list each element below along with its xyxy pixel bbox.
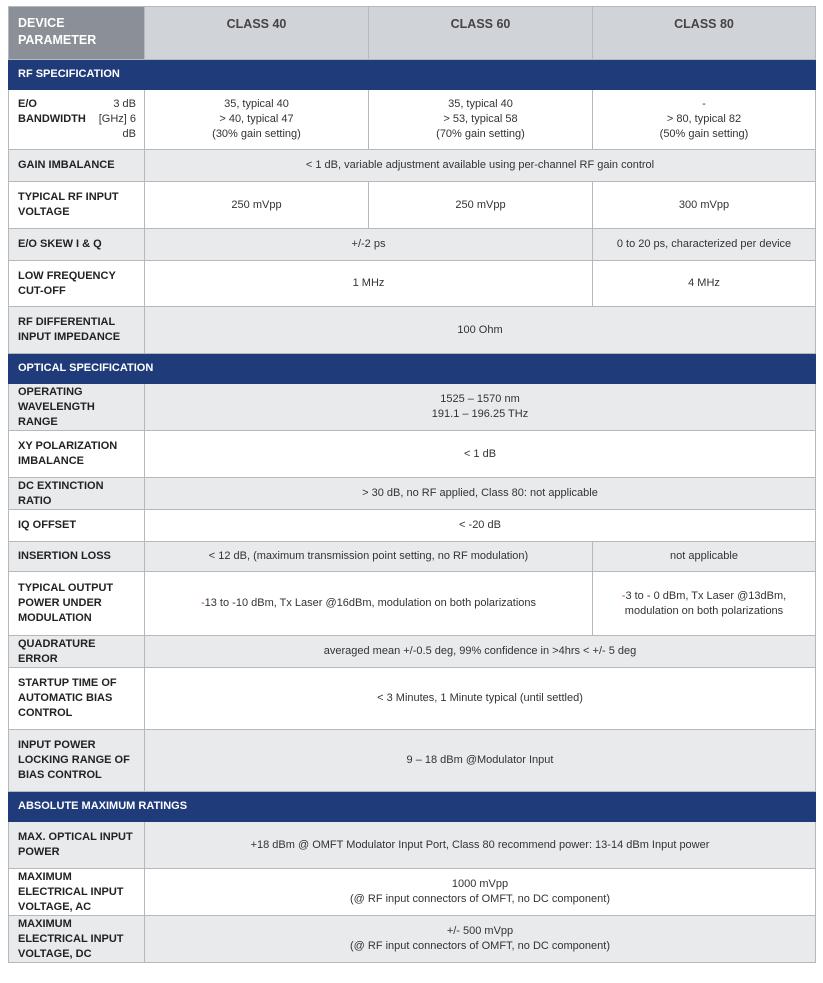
low-frequency-class-40-60: 1 MHz [145,261,593,307]
row-label: LOW FREQUENCY CUT-OFF [9,261,145,307]
max-optical-value: +18 dBm @ OMFT Modulator Input Port, Class 80 recommend power: 13-14 dBm Input power [145,822,816,869]
row-label: TYPICAL OUTPUT POWER UNDER MODULATION [9,572,145,636]
row-xy-polarization [9,431,816,478]
section-absolute-max [9,792,816,822]
row-label: TYPICAL RF INPUT VOLTAGE [9,182,145,229]
row-insertion-loss [9,542,816,572]
section-title: ABSOLUTE MAXIMUM RATINGS [9,792,816,822]
bandwidth-unit-6db: [GHz] 6 dB [98,113,136,140]
row-wavelength [9,384,816,431]
device-parameter-header: DEVICE PARAMETER [9,7,145,60]
row-label: MAXIMUM ELECTRICAL INPUT VOLTAGE, DC [9,916,145,963]
row-skew [9,229,816,261]
max-dc-value: +/- 500 mVpp (@ RF input connectors of OMFT, no DC component) [145,916,816,963]
row-label: MAXIMUM ELECTRICAL INPUT VOLTAGE, AC [9,869,145,916]
section-optical [9,354,816,384]
row-label: DC EXTINCTION RATIO [9,478,145,510]
row-label: INSERTION LOSS [9,542,145,572]
row-bandwidth [9,90,816,150]
row-output-power [9,572,816,636]
row-label: RF DIFFERENTIAL INPUT IMPEDANCE [9,307,145,354]
row-quadrature-error [9,636,816,668]
row-max-dc [9,916,816,963]
row-rf-impedance [9,307,816,354]
bandwidth-class-80: - > 80, typical 82 (50% gain setting) [593,90,816,150]
skew-class-40-60: +/-2 ps [145,229,593,261]
bandwidth-label: E/O BANDWIDTH [18,98,86,125]
row-label: INPUT POWER LOCKING RANGE OF BIAS CONTROL [9,730,145,792]
bandwidth-class-60: 35, typical 40 > 53, typical 58 (70% gain setting) [369,90,593,150]
gain-imbalance-value: < 1 dB, variable adjustment available using per-channel RF gain control [145,150,816,182]
output-power-class-40-60: -13 to -10 dBm, Tx Laser @16dBm, modulation on both polarizations [145,572,593,636]
class-40-header: CLASS 40 [145,7,369,60]
row-startup-time [9,668,816,730]
xy-polarization-value: < 1 dB [145,431,816,478]
class-60-header: CLASS 60 [369,7,593,60]
section-title: RF SPECIFICATION [9,60,816,90]
spec-table-wrapper [8,6,815,963]
row-label: E/O SKEW I & Q [9,229,145,261]
row-low-frequency [9,261,816,307]
insertion-loss-class-80: not applicable [593,542,816,572]
max-ac-value: 1000 mVpp (@ RF input connectors of OMFT, no DC component) [145,869,816,916]
insertion-loss-class-40-60: < 12 dB, (maximum transmission point setting, no RF modulation) [145,542,593,572]
spec-table [8,6,816,963]
quadrature-error-value: averaged mean +/-0.5 deg, 99% confidence in >4hrs < +/- 5 deg [145,636,816,668]
row-rf-input-voltage [9,182,816,229]
skew-class-80: 0 to 20 ps, characterized per device [593,229,816,261]
output-power-class-80: -3 to - 0 dBm, Tx Laser @13dBm, modulation on both polarizations [593,572,816,636]
locking-range-value: 9 – 18 dBm @Modulator Input [145,730,816,792]
row-label: GAIN IMBALANCE [9,150,145,182]
bandwidth-class-40: 35, typical 40 > 40, typical 47 (30% gain setting) [145,90,369,150]
row-iq-offset [9,510,816,542]
row-label: MAX. OPTICAL INPUT POWER [9,822,145,869]
rf-input-voltage-class-40: 250 mVpp [145,182,369,229]
row-max-optical [9,822,816,869]
section-title: OPTICAL SPECIFICATION [9,354,816,384]
wavelength-value: 1525 – 1570 nm 191.1 – 196.25 THz [145,384,816,431]
row-label: QUADRATURE ERROR [9,636,145,668]
rf-input-voltage-class-60: 250 mVpp [369,182,593,229]
bandwidth-unit-3db: 3 dB [113,98,136,110]
row-max-ac [9,869,816,916]
iq-offset-value: < -20 dB [145,510,816,542]
low-frequency-class-80: 4 MHz [593,261,816,307]
startup-time-value: < 3 Minutes, 1 Minute typical (until settled) [145,668,816,730]
row-label: OPERATING WAVELENGTH RANGE [9,384,145,431]
row-label: IQ OFFSET [9,510,145,542]
header-row [9,7,816,60]
class-80-header: CLASS 80 [593,7,816,60]
rf-impedance-value: 100 Ohm [145,307,816,354]
row-label: XY POLARIZATION IMBALANCE [9,431,145,478]
row-label [9,90,145,150]
row-gain-imbalance [9,150,816,182]
section-rf [9,60,816,90]
rf-input-voltage-class-80: 300 mVpp [593,182,816,229]
dc-extinction-value: > 30 dB, no RF applied, Class 80: not applicable [145,478,816,510]
row-dc-extinction [9,478,816,510]
row-locking-range [9,730,816,792]
row-label: STARTUP TIME OF AUTOMATIC BIAS CONTROL [9,668,145,730]
